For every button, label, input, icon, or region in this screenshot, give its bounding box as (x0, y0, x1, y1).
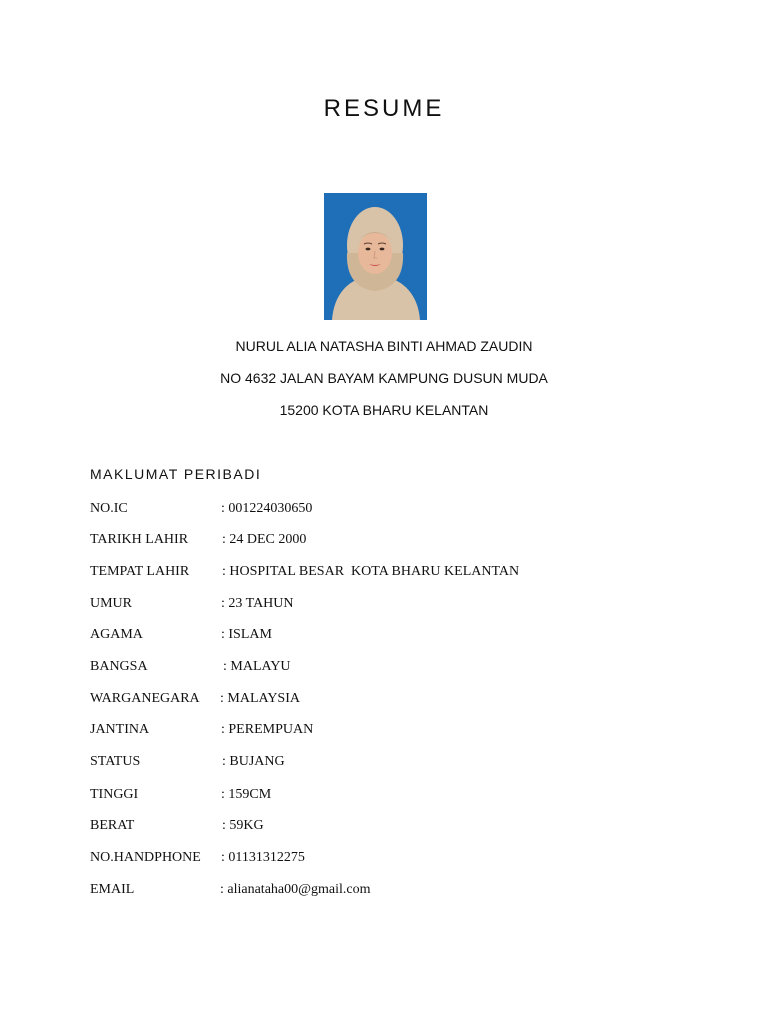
detail-row-age (90, 594, 650, 614)
detail-row-race (90, 657, 650, 677)
detail-value: : 159CM (221, 787, 272, 802)
applicant-name: NURUL ALIA NATASHA BINTI AHMAD ZAUDIN (235, 338, 533, 354)
detail-label: NO.HANDPHONE (90, 850, 201, 865)
detail-row-birthdate (90, 530, 650, 550)
portrait-photo-icon (324, 193, 427, 320)
detail-value: : HOSPITAL BESAR KOTA BHARU KELANTAN (222, 564, 520, 579)
detail-value: : 23 TAHUN (221, 596, 294, 611)
address-line-2: 15200 KOTA BHARU KELANTAN (279, 402, 489, 418)
detail-label: TEMPAT LAHIR (90, 564, 190, 579)
detail-row-religion (90, 625, 650, 645)
detail-value: : MALAYSIA (220, 691, 300, 706)
resume-title: RESUME (323, 95, 445, 122)
detail-label: BANGSA (90, 659, 148, 674)
profile-photo (324, 193, 427, 320)
detail-label: EMAIL (90, 882, 135, 897)
detail-row-nationality (90, 689, 650, 709)
detail-row-status (90, 752, 650, 772)
detail-label: STATUS (90, 754, 141, 769)
detail-label: TARIKH LAHIR (90, 532, 189, 547)
detail-label: UMUR (90, 596, 133, 611)
detail-value: : ISLAM (221, 627, 272, 642)
detail-label: TINGGI (90, 787, 139, 802)
detail-value: : 59KG (222, 818, 264, 833)
detail-value: : MALAYU (223, 659, 291, 674)
detail-value: : BUJANG (222, 754, 285, 769)
detail-value: : 01131312275 (221, 850, 305, 865)
address-line-1: NO 4632 JALAN BAYAM KAMPUNG DUSUN MUDA (220, 370, 548, 386)
detail-row-height (90, 785, 650, 805)
detail-value: : PEREMPUAN (221, 722, 314, 737)
detail-value: : alianataha00@gmail.com (220, 882, 371, 897)
detail-row-gender (90, 720, 650, 740)
detail-value: : 24 DEC 2000 (222, 532, 307, 547)
detail-row-weight (90, 816, 650, 836)
detail-label: JANTINA (90, 722, 150, 737)
detail-label: WARGANEGARA (90, 691, 200, 706)
detail-row-ic (90, 499, 650, 519)
detail-row-birthplace (90, 562, 650, 582)
detail-label: AGAMA (90, 627, 143, 642)
detail-row-email (90, 880, 650, 900)
detail-row-phone (90, 848, 650, 868)
detail-label: NO.IC (90, 501, 128, 516)
section-heading-personal-info: MAKLUMAT PERIBADI (90, 466, 262, 482)
detail-label: BERAT (90, 818, 135, 833)
detail-value: : 001224030650 (221, 501, 313, 516)
